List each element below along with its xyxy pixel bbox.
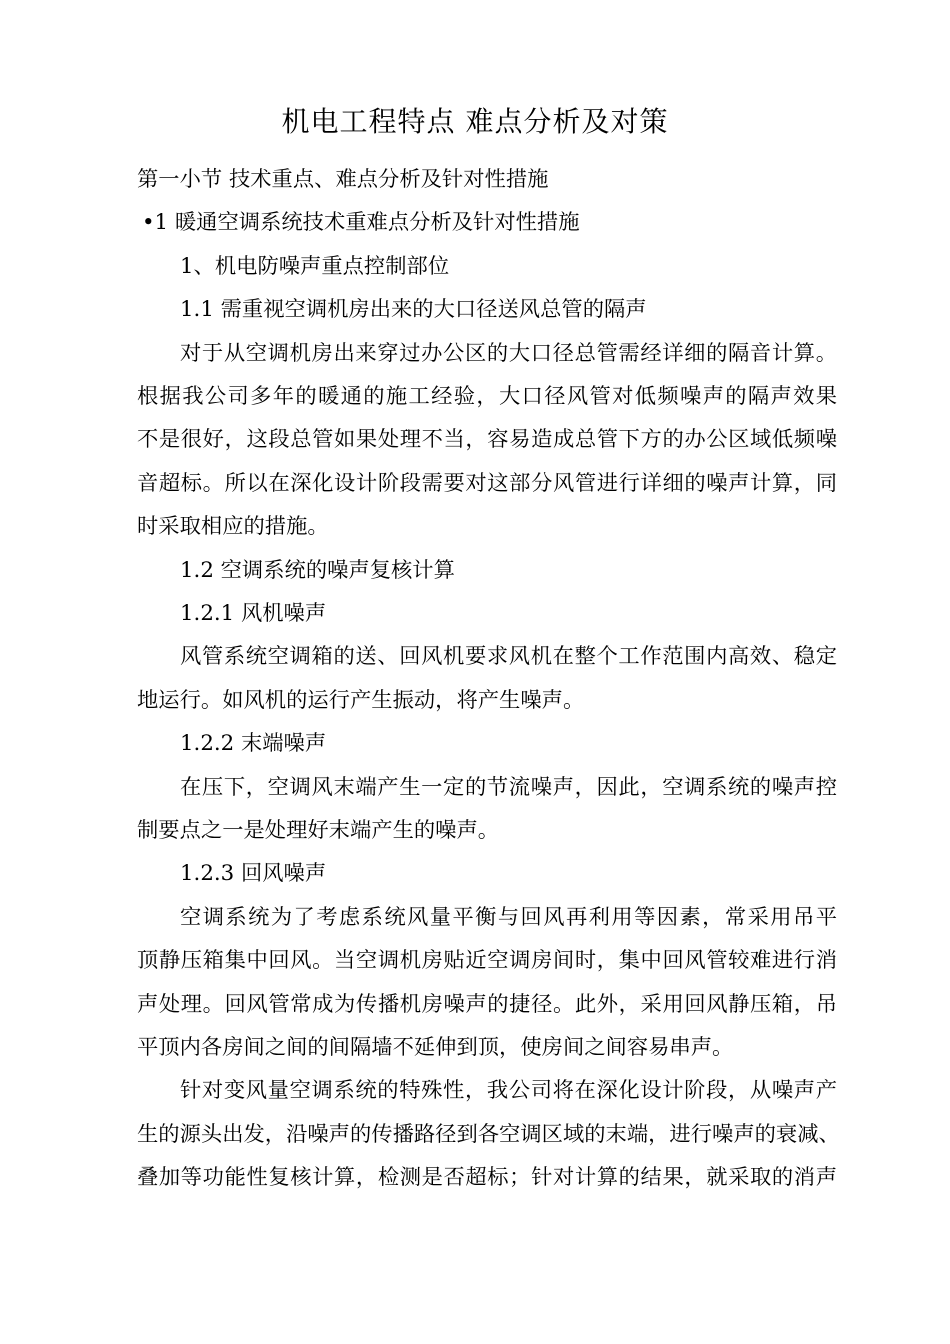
paragraph-line: 对于从空调机房出来穿过办公区的大口径总管需经详细的隔音计算。 <box>180 341 837 366</box>
heading-1-2-3: 1.2.3 回风噪声 <box>180 861 327 886</box>
heading-1-1: 1.1 需重视空调机房出来的大口径送风总管的隔声 <box>180 297 647 322</box>
paragraph-line: 音超标。所以在深化设计阶段需要对这部分风管进行详细的噪声计算，同 <box>137 471 837 496</box>
paragraph-line: 制要点之一是处理好末端产生的噪声。 <box>137 818 500 843</box>
paragraph-line: 时采取相应的措施。 <box>137 514 329 539</box>
heading-1-2-2: 1.2.2 末端噪声 <box>180 731 327 756</box>
paragraph-line: 地运行。如风机的运行产生振动，将产生噪声。 <box>137 688 585 713</box>
paragraph-line: 空调系统为了考虑系统风量平衡与回风再利用等因素，常采用吊平 <box>180 905 837 930</box>
paragraph-line: 平顶内各房间之间的间隔墙不延伸到顶，使房间之间容易串声。 <box>137 1035 734 1060</box>
paragraph-line: 叠加等功能性复核计算，检测是否超标；针对计算的结果，就采取的消声 <box>137 1165 837 1190</box>
paragraph-line: 根据我公司多年的暖通的施工经验，大口径风管对低频噪声的隔声效果 <box>137 384 837 409</box>
paragraph-line: 不是很好，这段总管如果处理不当，容易造成总管下方的办公区域低频噪 <box>137 427 837 452</box>
paragraph-line: 针对变风量空调系统的特殊性，我公司将在深化设计阶段，从噪声产 <box>180 1078 837 1103</box>
paragraph-line: 声处理。回风管常成为传播机房噪声的捷径。此外，采用回风静压箱，吊 <box>137 992 837 1017</box>
paragraph-line: 风管系统空调箱的送、回风机要求风机在整个工作范围内高效、稳定 <box>180 644 837 669</box>
paragraph-line: 生的源头出发，沿噪声的传播路径到各空调区域的末端，进行噪声的衰减、 <box>137 1122 840 1147</box>
paragraph-line: 顶静压箱集中回风。当空调机房贴近空调房间时，集中回风管较难进行消 <box>137 948 837 973</box>
subsection-heading: •1 暖通空调系统技术重难点分析及针对性措施 <box>142 210 580 235</box>
heading-1: 1、机电防噪声重点控制部位 <box>180 254 450 279</box>
heading-1-2: 1.2 空调系统的噪声复核计算 <box>180 558 455 583</box>
paragraph-line: 在压下，空调风末端产生一定的节流噪声，因此，空调系统的噪声控 <box>180 775 837 800</box>
heading-1-2-1: 1.2.1 风机噪声 <box>180 601 327 626</box>
section-heading: 第一小节 技术重点、难点分析及针对性措施 <box>137 167 549 192</box>
document-title: 机电工程特点 难点分析及对策 <box>281 105 669 138</box>
